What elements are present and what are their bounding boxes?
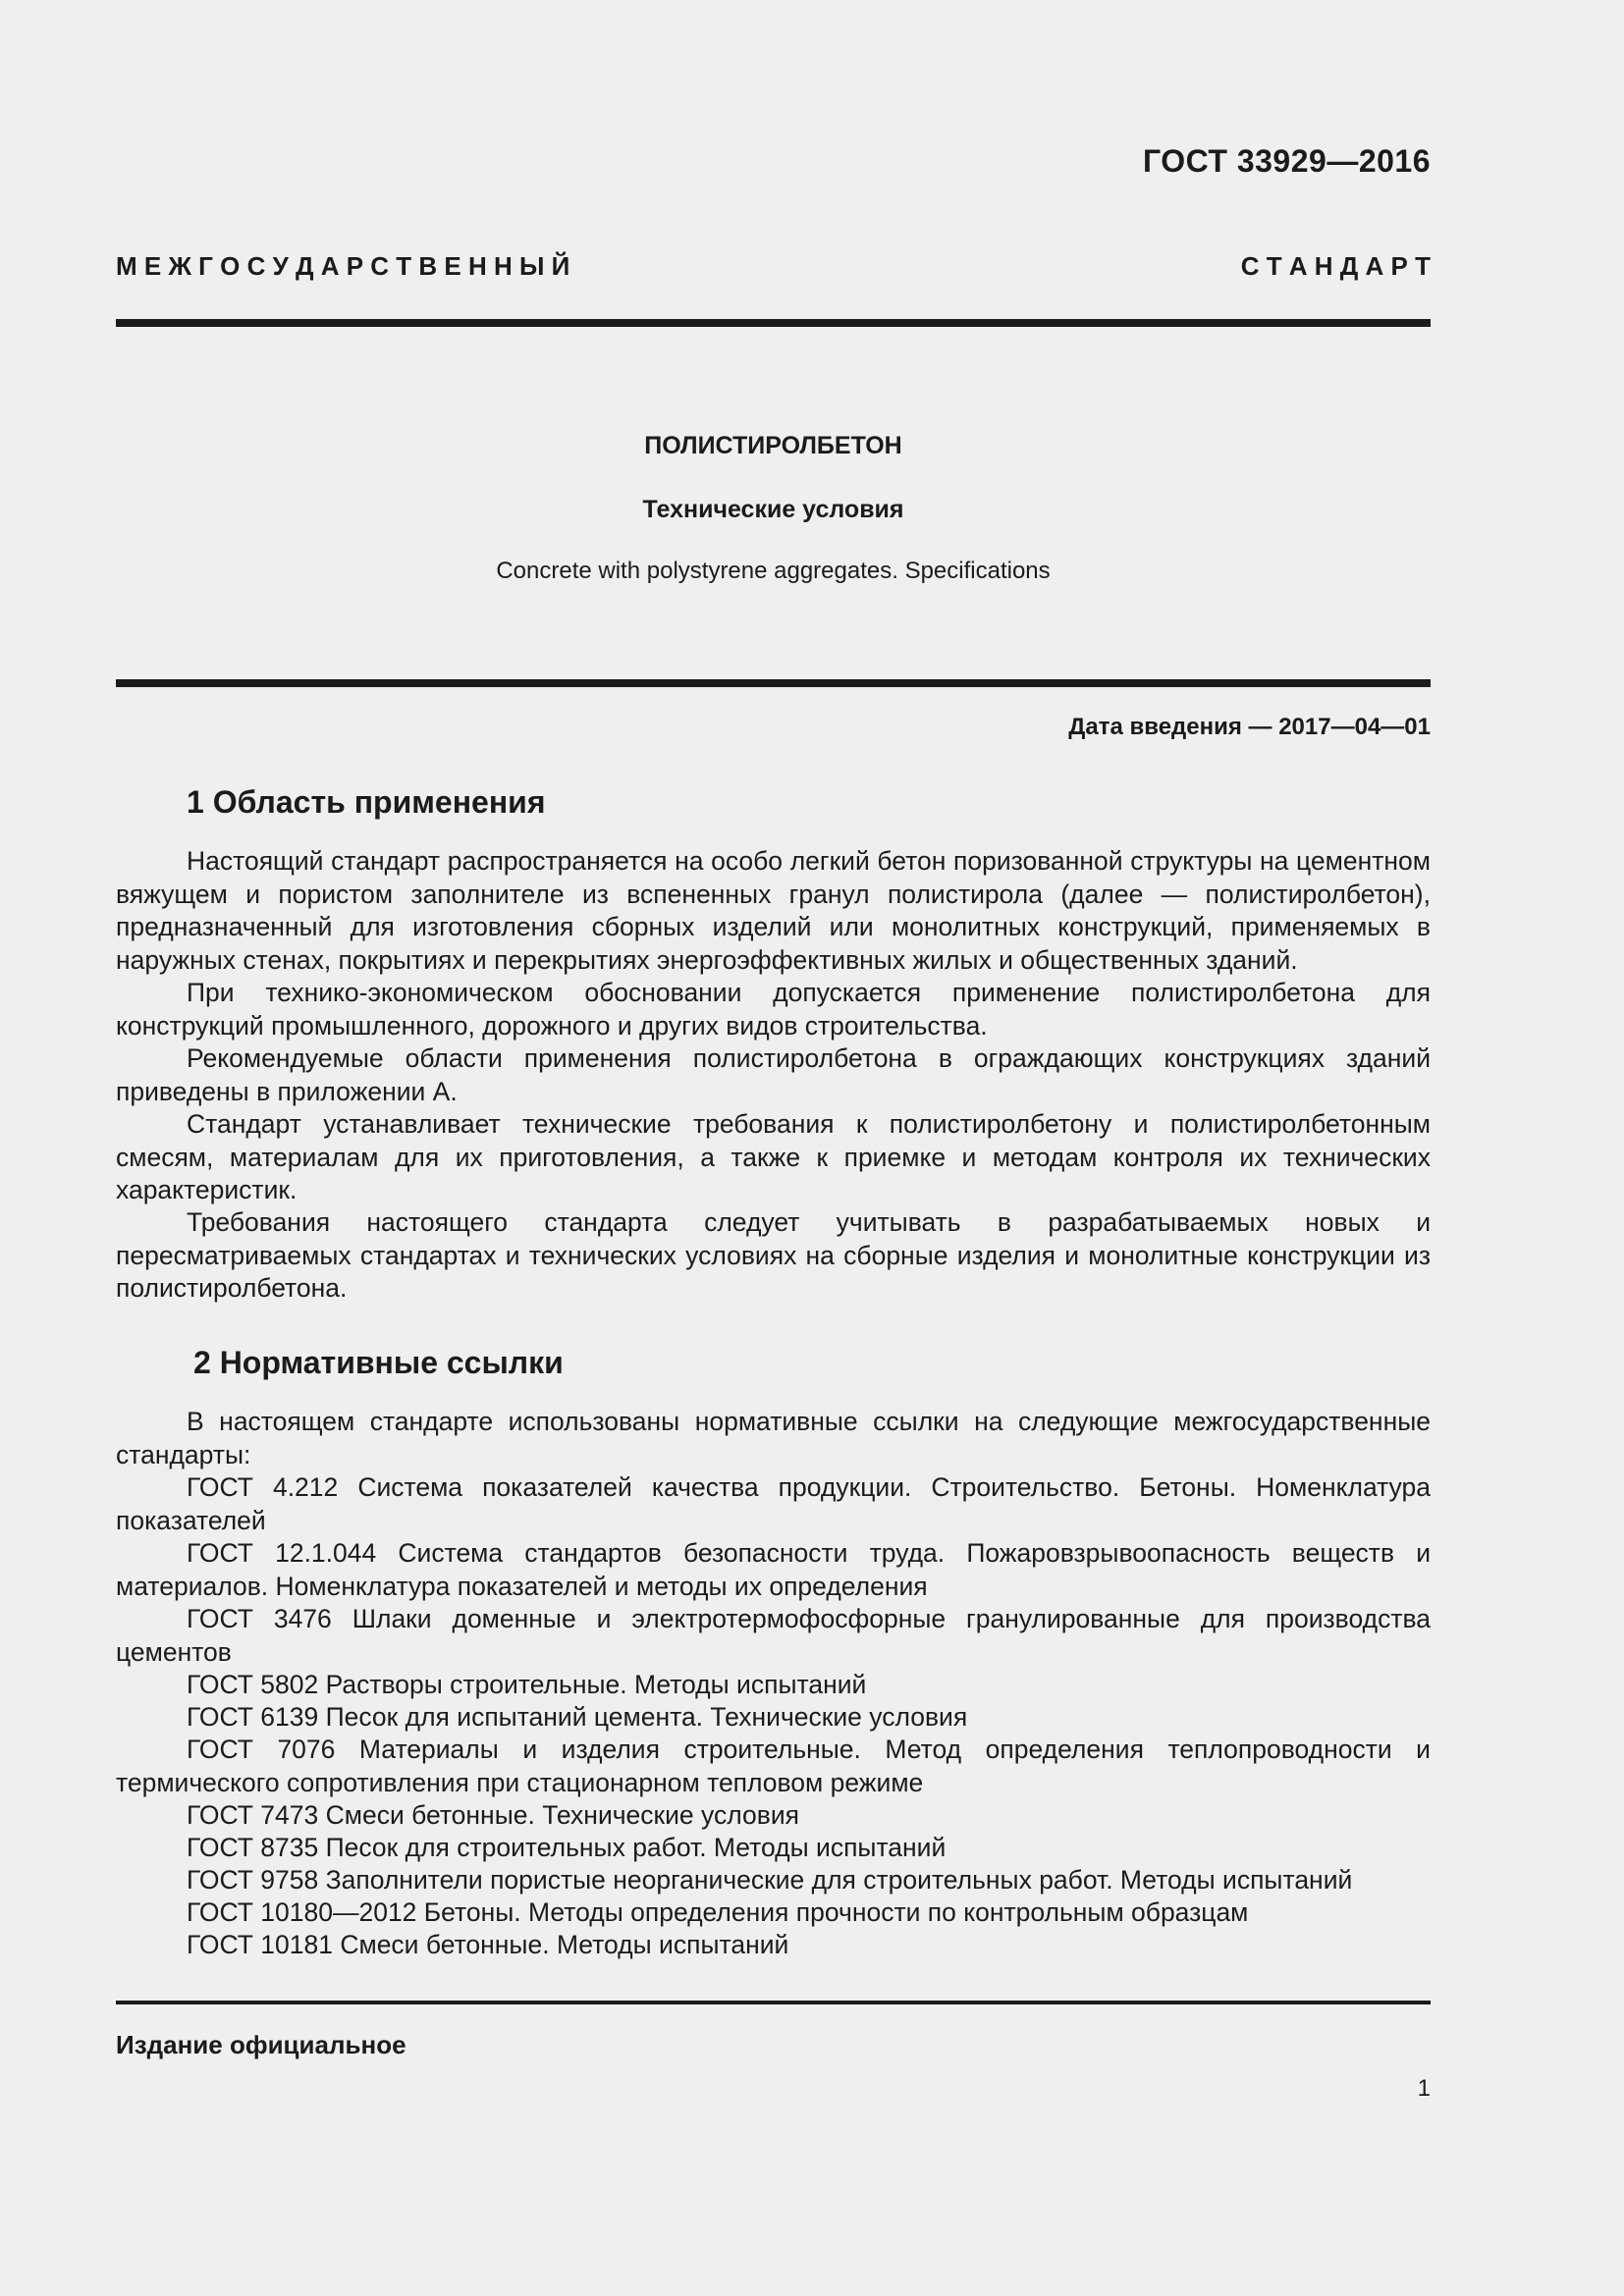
section-1-paragraph: При технико-экономическом обосновании допускается применение полистиролбетона для конструкций промышленного, дорожного и других видов строительства. bbox=[116, 978, 1431, 1041]
section-1-paragraph: Стандарт устанавливает технические требования к полистиролбетону и полистиролбетонным смесям, материалам для их приготовления, а также к приемке и методам контроля их технических характеристик. bbox=[116, 1109, 1431, 1204]
page-number: 1 bbox=[1417, 2075, 1431, 2102]
section-1-paragraph: Требования настоящего стандарта следует учитывать в разрабатываемых новых и пересматриваемых стандартах и технических условиях на сборные изделия и монолитные конструкции из полистиролбетона. bbox=[116, 1207, 1431, 1303]
reference-item: ГОСТ 8735 Песок для строительных работ. Методы испытаний bbox=[187, 1833, 947, 1862]
section-2-intro: В настоящем стандарте использованы нормативные ссылки на следующие межгосударственные стандарты: bbox=[116, 1407, 1431, 1469]
document-subtitle: Технические условия bbox=[642, 496, 904, 523]
reference-item: ГОСТ 12.1.044 Система стандартов безопасности труда. Пожаровзрывоопасность веществ и материалов. Номенклатура показателей и методы их определения bbox=[116, 1538, 1431, 1601]
category-word-1: М Е Ж Г О С У Д А Р С Т В Е Н Н Ы Й bbox=[116, 251, 570, 281]
standard-category-heading bbox=[116, 251, 1431, 282]
section-1-heading: 1 Область применения bbox=[187, 784, 546, 820]
category-word-2: С Т А Н Д А Р Т bbox=[1240, 251, 1431, 281]
section-2-heading: 2 Нормативные ссылки bbox=[193, 1345, 564, 1380]
section-1-paragraph: Рекомендуемые области применения полистиролбетона в ограждающих конструкциях зданий приведены в приложении А. bbox=[116, 1043, 1431, 1106]
reference-item: ГОСТ 3476 Шлаки доменные и электротермофосфорные гранулированные для производства цементов bbox=[116, 1604, 1431, 1667]
reference-item: ГОСТ 10181 Смеси бетонные. Методы испытаний bbox=[187, 1930, 789, 1959]
title-rule bbox=[116, 679, 1431, 687]
document-number: ГОСТ 33929—2016 bbox=[1142, 143, 1431, 179]
reference-item: ГОСТ 4.212 Система показателей качества продукции. Строительство. Бетоны. Номенклатура показателей bbox=[116, 1472, 1431, 1535]
document-english-title: Concrete with polystyrene aggregates. Specifications bbox=[496, 558, 1051, 584]
document-title: ПОЛИСТИРОЛБЕТОН bbox=[644, 432, 902, 459]
section-1-paragraph: Настоящий стандарт распространяется на особо легкий бетон поризованной структуры на цементном вяжущем и пористом заполнителе из вспененных гранул полистирола (далее — полистиролбетон), предназначенный для изготовления сборных изделий или монолитных конструкций, применяемых в наружных стенах, покрытиях и перекрытиях энергоэффективных жилых и общественных зданий. bbox=[116, 846, 1431, 975]
edition-label: Издание официальное bbox=[116, 2030, 406, 2059]
footer-rule bbox=[116, 2001, 1431, 2004]
reference-item: ГОСТ 9758 Заполнители пористые неорганические для строительных работ. Методы испытаний bbox=[187, 1865, 1353, 1895]
reference-item: ГОСТ 6139 Песок для испытаний цемента. Технические условия bbox=[187, 1702, 968, 1732]
reference-item: ГОСТ 10180—2012 Бетоны. Методы определения прочности по контрольным образцам bbox=[187, 1897, 1249, 1927]
header-rule bbox=[116, 319, 1431, 327]
introduction-date: Дата введения — 2017—04—01 bbox=[1068, 714, 1431, 740]
reference-item: ГОСТ 7076 Материалы и изделия строительные. Метод определения теплопроводности и термического сопротивления при стационарном тепловом режиме bbox=[116, 1735, 1431, 1797]
reference-item: ГОСТ 7473 Смеси бетонные. Технические условия bbox=[187, 1800, 799, 1830]
reference-item: ГОСТ 5802 Растворы строительные. Методы испытаний bbox=[187, 1670, 867, 1699]
